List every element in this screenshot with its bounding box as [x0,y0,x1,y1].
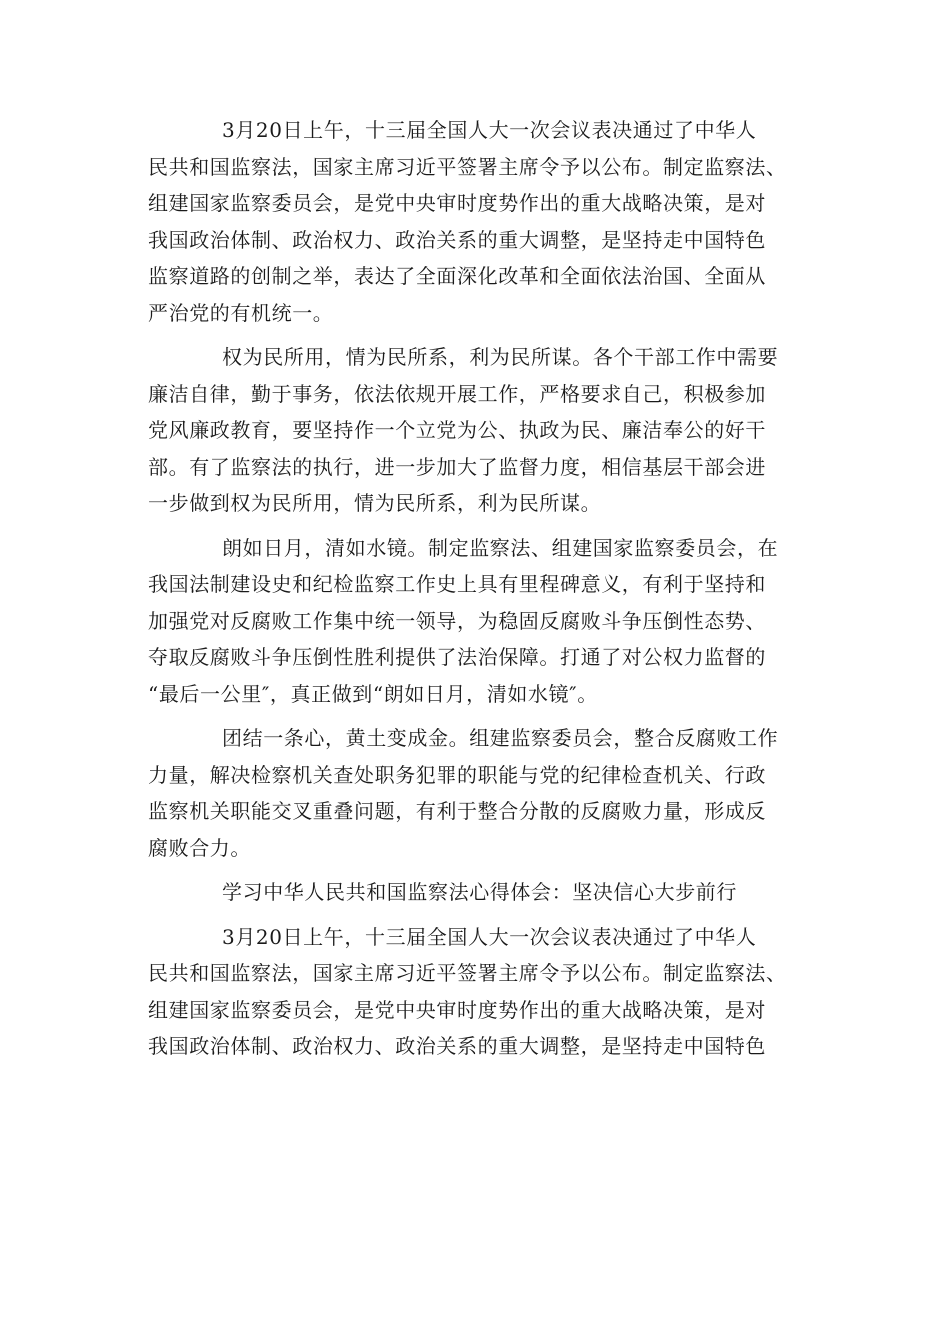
text-line: 加强党对反腐败工作集中统一领导，为稳固反腐败斗争压倒性态势、 [148,608,766,633]
text-line: 夺取反腐败斗争压倒性胜利提供了法治保障。打通了对公权力监督的 [148,645,766,669]
text-line: 我国政治体制、政治权力、政治关系的重大调整，是坚持走中国特色 [148,1034,766,1058]
text-line: 我国政治体制、政治权力、政治关系的重大调整，是坚持走中国特色 [148,227,766,252]
text-line: 一步做到权为民所用，情为民所系，利为民所谋。 [148,491,602,515]
text-line: 廉洁自律，勤于事务，依法依规开展工作，严格要求自己，积极参加 [148,381,766,406]
text-line: 权为民所用，情为民所系，利为民所谋。各个干部工作中需要 [222,345,779,369]
paragraph-2 [148,339,808,522]
section-subheading: 学习中华人民共和国监察法心得体会：坚决信心大步前行 [222,880,737,904]
document-body [148,112,808,1073]
text-line: 监察道路的创制之举，表达了全面深化改革和全面依法治国、全面从 [148,264,766,288]
text-line: 监察机关职能交叉重叠问题，有利于整合分散的反腐败力量，形成反 [148,799,766,823]
text-line: 3月20日上午，十三届全国人大一次会议表决通过了中华人 [222,118,757,142]
text-line: 民共和国监察法，国家主席习近平签署主席令予以公布。制定监察法、 [148,961,787,985]
text-line: 团结一条心，黄土变成金。组建监察委员会，整合反腐败工作 [222,726,779,750]
paragraph-1 [148,112,808,331]
paragraph-4 [148,720,808,866]
paragraph-5 [148,919,808,1065]
text-line: 组建国家监察委员会，是党中央审时度势作出的重大战略决策，是对 [148,191,766,215]
text-line: 严治党的有机统一。 [148,300,334,325]
text-line: 民共和国监察法，国家主席习近平签署主席令予以公布。制定监察法、 [148,154,787,179]
text-line: 力量，解决检察机关查处职务犯罪的职能与党的纪律检查机关、行政 [148,762,766,787]
text-line: 朗如日月，清如水镜。制定监察法、组建国家监察委员会，在 [222,535,779,560]
text-line: “最后一公里″，真正做到“朗如日月，清如水镜″。 [148,681,598,706]
text-line: 部。有了监察法的执行，进一步加大了监督力度，相信基层干部会进 [148,454,766,479]
text-line: 组建国家监察委员会，是党中央审时度势作出的重大战略决策，是对 [148,997,766,1022]
paragraph-3 [148,530,808,713]
text-line: 党风廉政教育，要坚持作一个立党为公、执政为民、廉洁奉公的好干 [148,418,766,442]
text-line: 腐败合力。 [148,835,251,860]
text-line: 我国法制建设史和纪检监察工作史上具有里程碑意义，有利于坚持和 [148,572,766,596]
text-line: 3月20日上午，十三届全国人大一次会议表决通过了中华人 [222,924,757,949]
